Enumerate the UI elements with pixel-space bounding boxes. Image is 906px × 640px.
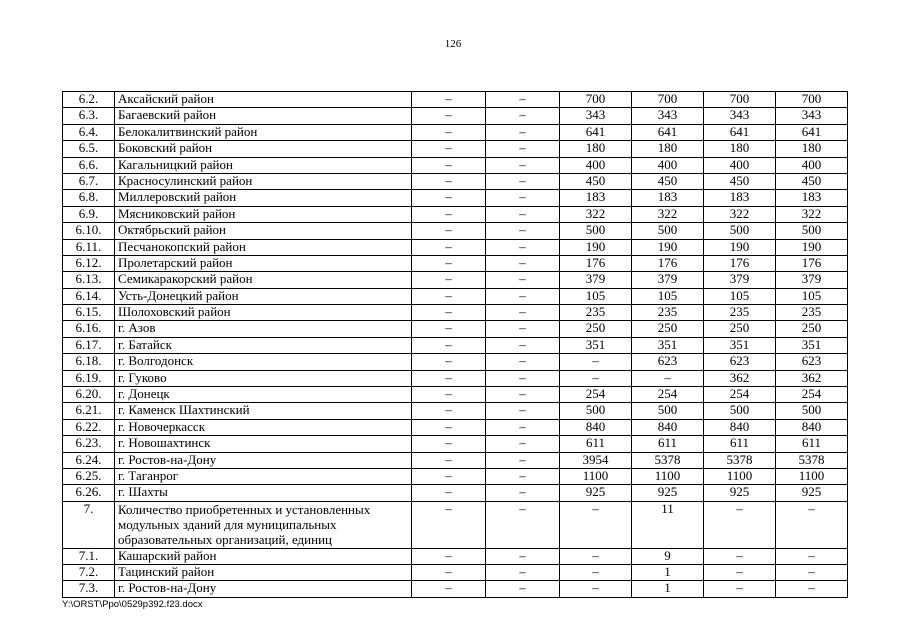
value-cell-5: –	[704, 565, 776, 581]
table-row	[63, 124, 848, 140]
row-number-cell: 6.26.	[63, 485, 115, 501]
table-row	[63, 141, 848, 157]
value-cell-4: 322	[632, 206, 704, 222]
row-name-cell: г. Новочеркасск	[115, 419, 412, 435]
row-name-cell: г. Каменск Шахтинский	[115, 403, 412, 419]
value-cell-3: 500	[560, 223, 632, 239]
table-row	[63, 305, 848, 321]
value-cell-5: 840	[704, 419, 776, 435]
row-number-cell: 7.2.	[63, 565, 115, 581]
value-cell-5: 1100	[704, 468, 776, 484]
table-row	[63, 419, 848, 435]
value-cell-5: 180	[704, 141, 776, 157]
row-number-cell: 6.24.	[63, 452, 115, 468]
value-cell-3: 190	[560, 239, 632, 255]
value-cell-1: –	[412, 108, 486, 124]
row-number-cell: 7.3.	[63, 581, 115, 597]
row-number-cell: 6.6.	[63, 157, 115, 173]
value-cell-2: –	[486, 468, 560, 484]
table-row	[63, 173, 848, 189]
value-cell-2: –	[486, 337, 560, 353]
value-cell-2: –	[486, 92, 560, 108]
value-cell-6: –	[776, 501, 848, 548]
value-cell-1: –	[412, 92, 486, 108]
value-cell-4: 183	[632, 190, 704, 206]
table-row	[63, 387, 848, 403]
value-cell-4: 840	[632, 419, 704, 435]
row-number-cell: 6.9.	[63, 206, 115, 222]
value-cell-1: –	[412, 354, 486, 370]
value-cell-2: –	[486, 108, 560, 124]
value-cell-1: –	[412, 206, 486, 222]
value-cell-4: 254	[632, 387, 704, 403]
value-cell-2: –	[486, 548, 560, 564]
value-cell-6: 362	[776, 370, 848, 386]
row-name-cell: Боковский район	[115, 141, 412, 157]
value-cell-5: 500	[704, 403, 776, 419]
value-cell-5: 322	[704, 206, 776, 222]
value-cell-4: 11	[632, 501, 704, 548]
row-number-cell: 6.18.	[63, 354, 115, 370]
value-cell-4: 641	[632, 124, 704, 140]
table-row	[63, 337, 848, 353]
row-name-cell: г. Таганрог	[115, 468, 412, 484]
table-row	[63, 403, 848, 419]
value-cell-4: 235	[632, 305, 704, 321]
row-number-cell: 6.12.	[63, 255, 115, 271]
value-cell-5: 379	[704, 272, 776, 288]
value-cell-6: 700	[776, 92, 848, 108]
table-row	[63, 565, 848, 581]
row-number-cell: 7.1.	[63, 548, 115, 564]
value-cell-5: 235	[704, 305, 776, 321]
value-cell-3: –	[560, 548, 632, 564]
row-number-cell: 6.23.	[63, 436, 115, 452]
row-name-cell: г. Ростов-на-Дону	[115, 581, 412, 597]
value-cell-1: –	[412, 239, 486, 255]
table-row	[63, 581, 848, 597]
value-cell-1: –	[412, 387, 486, 403]
row-number-cell: 6.20.	[63, 387, 115, 403]
value-cell-2: –	[486, 321, 560, 337]
table-row	[63, 157, 848, 173]
value-cell-3: –	[560, 354, 632, 370]
value-cell-2: –	[486, 370, 560, 386]
value-cell-1: –	[412, 548, 486, 564]
value-cell-3: 180	[560, 141, 632, 157]
value-cell-3: 322	[560, 206, 632, 222]
row-number-cell: 6.2.	[63, 92, 115, 108]
value-cell-1: –	[412, 223, 486, 239]
value-cell-4: 180	[632, 141, 704, 157]
value-cell-1: –	[412, 419, 486, 435]
row-number-cell: 6.16.	[63, 321, 115, 337]
value-cell-5: 190	[704, 239, 776, 255]
row-number-cell: 6.10.	[63, 223, 115, 239]
row-name-cell: Багаевский район	[115, 108, 412, 124]
value-cell-2: –	[486, 223, 560, 239]
row-name-cell: Шолоховский район	[115, 305, 412, 321]
table-row	[63, 468, 848, 484]
value-cell-2: –	[486, 173, 560, 189]
value-cell-4: –	[632, 370, 704, 386]
value-cell-5: 176	[704, 255, 776, 271]
value-cell-6: –	[776, 581, 848, 597]
value-cell-2: –	[486, 124, 560, 140]
value-cell-4: 105	[632, 288, 704, 304]
value-cell-5: 105	[704, 288, 776, 304]
value-cell-6: 190	[776, 239, 848, 255]
value-cell-4: 400	[632, 157, 704, 173]
row-name-cell: г. Ростов-на-Дону	[115, 452, 412, 468]
table-row	[63, 239, 848, 255]
value-cell-6: 180	[776, 141, 848, 157]
value-cell-1: –	[412, 272, 486, 288]
value-cell-1: –	[412, 436, 486, 452]
value-cell-1: –	[412, 403, 486, 419]
value-cell-2: –	[486, 206, 560, 222]
value-cell-6: 176	[776, 255, 848, 271]
table-row	[63, 485, 848, 501]
table-body	[63, 92, 848, 598]
value-cell-3: 700	[560, 92, 632, 108]
value-cell-5: –	[704, 501, 776, 548]
row-name-cell: Тацинский район	[115, 565, 412, 581]
value-cell-5: 250	[704, 321, 776, 337]
table-row	[63, 206, 848, 222]
row-name-cell: г. Новошахтинск	[115, 436, 412, 452]
value-cell-1: –	[412, 124, 486, 140]
value-cell-2: –	[486, 141, 560, 157]
row-name-cell: Кагальницкий район	[115, 157, 412, 173]
value-cell-5: 500	[704, 223, 776, 239]
table-row	[63, 255, 848, 271]
value-cell-1: –	[412, 141, 486, 157]
value-cell-2: –	[486, 272, 560, 288]
row-number-cell: 6.13.	[63, 272, 115, 288]
row-number-cell: 6.7.	[63, 173, 115, 189]
value-cell-3: 400	[560, 157, 632, 173]
value-cell-3: –	[560, 370, 632, 386]
value-cell-5: 183	[704, 190, 776, 206]
row-number-cell: 6.25.	[63, 468, 115, 484]
row-name-cell: г. Батайск	[115, 337, 412, 353]
value-cell-4: 1	[632, 565, 704, 581]
value-cell-3: 250	[560, 321, 632, 337]
value-cell-1: –	[412, 565, 486, 581]
value-cell-4: 1	[632, 581, 704, 597]
table-row	[63, 288, 848, 304]
value-cell-5: 623	[704, 354, 776, 370]
value-cell-6: 400	[776, 157, 848, 173]
value-cell-4: 351	[632, 337, 704, 353]
value-cell-3: 450	[560, 173, 632, 189]
value-cell-5: 351	[704, 337, 776, 353]
row-number-cell: 6.22.	[63, 419, 115, 435]
value-cell-5: 5378	[704, 452, 776, 468]
table-row	[63, 436, 848, 452]
value-cell-3: 1100	[560, 468, 632, 484]
value-cell-5: 611	[704, 436, 776, 452]
value-cell-2: –	[486, 419, 560, 435]
table-row	[63, 108, 848, 124]
value-cell-4: 925	[632, 485, 704, 501]
value-cell-6: 322	[776, 206, 848, 222]
table-row	[63, 501, 848, 548]
value-cell-6: 500	[776, 223, 848, 239]
value-cell-6: 5378	[776, 452, 848, 468]
value-cell-4: 611	[632, 436, 704, 452]
value-cell-6: 500	[776, 403, 848, 419]
value-cell-5: 641	[704, 124, 776, 140]
value-cell-4: 250	[632, 321, 704, 337]
row-name-cell: Аксайский район	[115, 92, 412, 108]
value-cell-3: 840	[560, 419, 632, 435]
value-cell-4: 450	[632, 173, 704, 189]
value-cell-6: 183	[776, 190, 848, 206]
value-cell-6: 641	[776, 124, 848, 140]
row-number-cell: 7.	[63, 501, 115, 548]
value-cell-2: –	[486, 485, 560, 501]
value-cell-2: –	[486, 157, 560, 173]
value-cell-2: –	[486, 565, 560, 581]
value-cell-6: 1100	[776, 468, 848, 484]
row-number-cell: 6.8.	[63, 190, 115, 206]
row-name-cell: Песчанокопский район	[115, 239, 412, 255]
row-name-cell: г. Гуково	[115, 370, 412, 386]
table-row	[63, 548, 848, 564]
value-cell-4: 500	[632, 223, 704, 239]
row-name-cell: г. Азов	[115, 321, 412, 337]
value-cell-3: –	[560, 501, 632, 548]
value-cell-5: 700	[704, 92, 776, 108]
value-cell-6: –	[776, 548, 848, 564]
value-cell-2: –	[486, 190, 560, 206]
value-cell-2: –	[486, 403, 560, 419]
value-cell-5: –	[704, 548, 776, 564]
table-row	[63, 92, 848, 108]
value-cell-4: 190	[632, 239, 704, 255]
value-cell-4: 500	[632, 403, 704, 419]
table-row	[63, 370, 848, 386]
value-cell-6: 379	[776, 272, 848, 288]
value-cell-6: 840	[776, 419, 848, 435]
value-cell-3: 105	[560, 288, 632, 304]
row-number-cell: 6.17.	[63, 337, 115, 353]
value-cell-1: –	[412, 255, 486, 271]
value-cell-5: 254	[704, 387, 776, 403]
value-cell-2: –	[486, 387, 560, 403]
row-name-cell: Миллеровский район	[115, 190, 412, 206]
value-cell-6: 250	[776, 321, 848, 337]
value-cell-1: –	[412, 157, 486, 173]
row-name-cell: г. Волгодонск	[115, 354, 412, 370]
value-cell-4: 343	[632, 108, 704, 124]
row-number-cell: 6.11.	[63, 239, 115, 255]
document-file-path: Y:\ORST\Ppo\0529p392.f23.docx	[62, 599, 203, 610]
value-cell-6: 235	[776, 305, 848, 321]
table-row	[63, 223, 848, 239]
value-cell-3: 343	[560, 108, 632, 124]
value-cell-3: 176	[560, 255, 632, 271]
value-cell-3: 235	[560, 305, 632, 321]
row-number-cell: 6.3.	[63, 108, 115, 124]
value-cell-5: –	[704, 581, 776, 597]
value-cell-1: –	[412, 173, 486, 189]
data-table	[62, 91, 848, 598]
value-cell-3: 641	[560, 124, 632, 140]
table-row	[63, 272, 848, 288]
value-cell-1: –	[412, 305, 486, 321]
value-cell-3: –	[560, 565, 632, 581]
value-cell-6: 343	[776, 108, 848, 124]
value-cell-3: –	[560, 581, 632, 597]
row-number-cell: 6.19.	[63, 370, 115, 386]
value-cell-1: –	[412, 468, 486, 484]
value-cell-1: –	[412, 501, 486, 548]
value-cell-2: –	[486, 239, 560, 255]
value-cell-4: 700	[632, 92, 704, 108]
value-cell-1: –	[412, 370, 486, 386]
value-cell-4: 379	[632, 272, 704, 288]
value-cell-6: 450	[776, 173, 848, 189]
row-name-cell: г. Шахты	[115, 485, 412, 501]
value-cell-3: 254	[560, 387, 632, 403]
table-row	[63, 354, 848, 370]
row-name-cell: Белокалитвинский район	[115, 124, 412, 140]
value-cell-5: 450	[704, 173, 776, 189]
value-cell-2: –	[486, 305, 560, 321]
row-number-cell: 6.15.	[63, 305, 115, 321]
value-cell-1: –	[412, 321, 486, 337]
value-cell-3: 611	[560, 436, 632, 452]
row-number-cell: 6.4.	[63, 124, 115, 140]
value-cell-2: –	[486, 452, 560, 468]
value-cell-6: 351	[776, 337, 848, 353]
value-cell-1: –	[412, 288, 486, 304]
value-cell-6: 623	[776, 354, 848, 370]
value-cell-4: 1100	[632, 468, 704, 484]
row-name-cell: Кашарский район	[115, 548, 412, 564]
value-cell-3: 183	[560, 190, 632, 206]
row-name-cell: г. Донецк	[115, 387, 412, 403]
row-number-cell: 6.21.	[63, 403, 115, 419]
value-cell-6: 611	[776, 436, 848, 452]
value-cell-3: 925	[560, 485, 632, 501]
value-cell-5: 925	[704, 485, 776, 501]
value-cell-1: –	[412, 337, 486, 353]
row-number-cell: 6.5.	[63, 141, 115, 157]
table-row	[63, 190, 848, 206]
value-cell-2: –	[486, 501, 560, 548]
value-cell-4: 5378	[632, 452, 704, 468]
row-name-cell: Пролетарский район	[115, 255, 412, 271]
value-cell-3: 351	[560, 337, 632, 353]
value-cell-1: –	[412, 190, 486, 206]
row-name-cell: Семикаракорский район	[115, 272, 412, 288]
value-cell-6: –	[776, 565, 848, 581]
row-name-cell: Количество приобретенных и установленных модульных зданий для муниципальных образовательных организаций, единиц	[115, 501, 412, 548]
value-cell-2: –	[486, 255, 560, 271]
value-cell-4: 623	[632, 354, 704, 370]
value-cell-5: 400	[704, 157, 776, 173]
table-row	[63, 452, 848, 468]
row-name-cell: Мясниковский район	[115, 206, 412, 222]
value-cell-6: 254	[776, 387, 848, 403]
value-cell-3: 3954	[560, 452, 632, 468]
value-cell-3: 379	[560, 272, 632, 288]
value-cell-1: –	[412, 581, 486, 597]
value-cell-2: –	[486, 354, 560, 370]
value-cell-6: 925	[776, 485, 848, 501]
value-cell-6: 105	[776, 288, 848, 304]
value-cell-5: 343	[704, 108, 776, 124]
value-cell-1: –	[412, 485, 486, 501]
row-name-cell: Красносулинский район	[115, 173, 412, 189]
value-cell-4: 9	[632, 548, 704, 564]
table-row	[63, 321, 848, 337]
value-cell-2: –	[486, 288, 560, 304]
value-cell-2: –	[486, 436, 560, 452]
value-cell-2: –	[486, 581, 560, 597]
page-number: 126	[444, 38, 462, 50]
row-name-cell: Октябрьский район	[115, 223, 412, 239]
row-number-cell: 6.14.	[63, 288, 115, 304]
value-cell-4: 176	[632, 255, 704, 271]
value-cell-1: –	[412, 452, 486, 468]
row-name-cell: Усть-Донецкий район	[115, 288, 412, 304]
value-cell-3: 500	[560, 403, 632, 419]
value-cell-5: 362	[704, 370, 776, 386]
